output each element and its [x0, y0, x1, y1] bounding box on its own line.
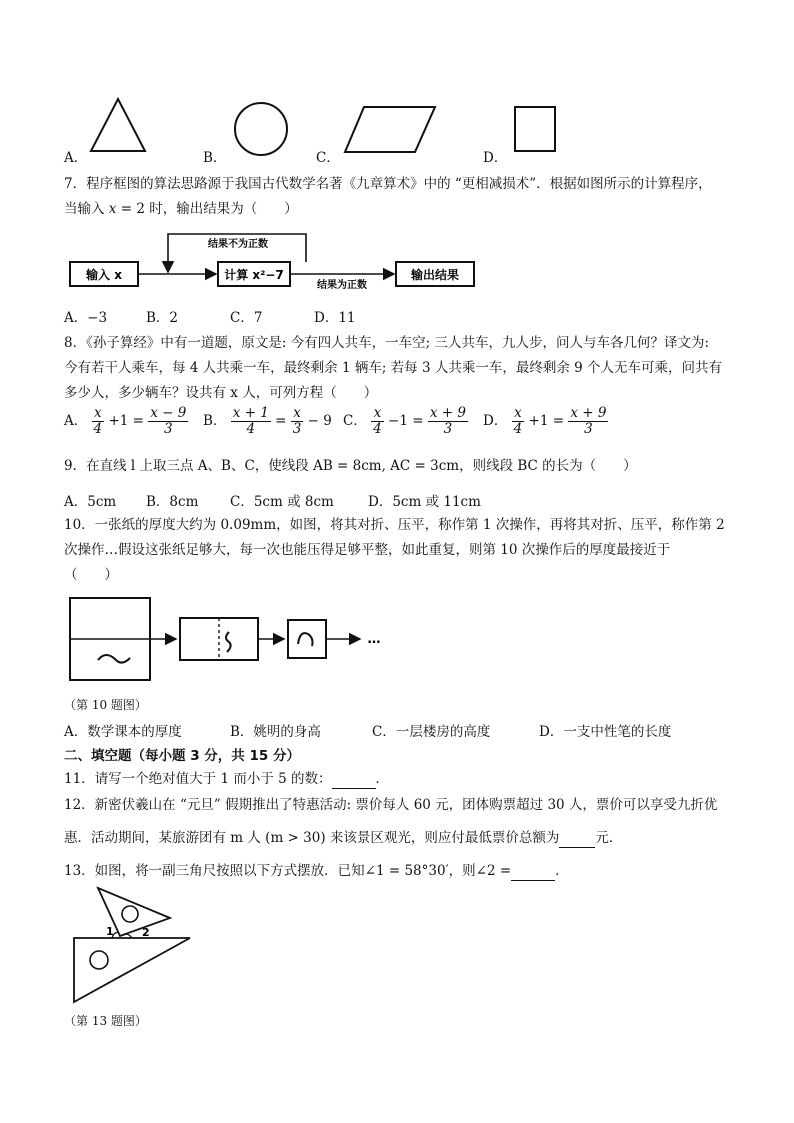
q13-caption: （第 13 题图） — [64, 1014, 147, 1028]
q10-folding-figure — [66, 594, 396, 686]
q13-text: 13．如图，将一副三角尺按照以下方式摆放．已知∠1 = 58°30′，则∠2 = — [64, 863, 512, 879]
q8-c-rnum: x + 9 — [429, 405, 466, 421]
q8-a-rnum: x − 9 — [150, 405, 187, 421]
q8-d-left-frac — [512, 406, 525, 437]
q8-option-b — [203, 406, 332, 437]
parallelogram-shape — [342, 104, 438, 156]
q8-b-rnum: x — [291, 406, 304, 422]
flow-output-text: 输出结果 — [410, 268, 460, 282]
q9-option-a: A．5cm — [64, 494, 117, 510]
q8-a-lden: 4 — [93, 421, 103, 437]
q12-line2-pre: 惠．活动期间，某旅游团有 m 人 (m > 30) 来该景区观光，则应付最低票价总额为 — [64, 830, 560, 846]
q8-a-left-frac — [92, 406, 105, 437]
q7-option-a: A．−3 — [64, 310, 108, 326]
q8-a-mid: +1 = — [108, 413, 144, 429]
q12-line2-end: 元． — [595, 830, 623, 846]
q8-b-right-frac — [291, 406, 304, 437]
q7-stem-line2 — [64, 200, 298, 218]
paper-folded-twice — [288, 620, 326, 658]
large-set-square — [74, 938, 190, 1002]
q8-c-label: C． — [343, 413, 367, 429]
flow-positive-label: 结果为正数 — [317, 280, 367, 291]
q10-ellipsis: … — [367, 632, 381, 647]
circle-shape — [232, 100, 290, 158]
q8-stem-line2: 今有若干人乘车，每 4 人共乘一车，最终剩余 1 辆车; 若每 3 人共乘一车，最终剩余 9 个人无车可乘，问共有 — [64, 360, 723, 376]
q6-option-a-label: A． — [64, 150, 88, 166]
q7-stem-line1: 7．程序框图的算法思路源于我国古代数学名著《九章算术》中的 “更相减损术”．根据如图所示的计算程序， — [64, 176, 712, 192]
q10-option-c: C．一层楼房的高度 — [372, 724, 491, 740]
q8-b-lden: 4 — [246, 421, 256, 437]
flow-input-text: 输入 x — [86, 268, 122, 282]
q7-line2-mid: = 2 时，输出结果为（ ） — [116, 201, 298, 217]
q8-b-rden: 3 — [292, 421, 302, 437]
flow-compute-text: 计算 x²−7 — [224, 268, 284, 282]
q8-c-lnum: x — [371, 406, 384, 422]
q8-stem-line3: 多少人，多少辆车？设共有 x 人，可列方程（ ） — [64, 385, 378, 401]
q8-b-label: B． — [203, 413, 227, 429]
q10-caption: （第 10 题图） — [64, 698, 147, 712]
q8-d-lden: 4 — [513, 421, 523, 437]
q11-answer-blank[interactable] — [332, 770, 376, 789]
q8-a-right-frac — [148, 406, 188, 437]
q8-d-rnum: x + 9 — [570, 405, 607, 421]
q6-option-c-label: C． — [316, 150, 340, 166]
q6-option-b-label: B． — [203, 150, 227, 166]
q8-b-left-frac — [231, 406, 271, 437]
q8-d-right-frac — [568, 406, 608, 437]
q8-b-mid: = — [275, 413, 287, 429]
triangle-shape — [88, 96, 148, 156]
q11-end: ． — [375, 771, 390, 787]
q10-option-b: B．姚明的身高 — [230, 724, 321, 740]
q9-option-c: C．5cm 或 8cm — [230, 494, 334, 510]
q8-c-lden: 4 — [373, 421, 382, 437]
q8-b-tail: − 9 — [307, 413, 332, 429]
flow-loop-label: 结果不为正数 — [208, 239, 268, 250]
section-2-heading: 二、填空题（每小题 3 分，共 15 分） — [64, 748, 300, 764]
q9-stem: 9．在直线 l 上取三点 A、B、C，使线段 AB = 8cm, AC = 3cm，则线段 BC 的长为（ ） — [64, 458, 637, 474]
square-shape — [512, 104, 558, 154]
q10-option-a: A．数学课本的厚度 — [64, 724, 182, 740]
q8-d-mid: +1 = — [528, 413, 565, 429]
q8-d-lnum: x — [512, 406, 525, 422]
angle-2-label: 2 — [142, 926, 150, 939]
q8-c-right-frac — [428, 406, 468, 437]
q8-c-rden: 3 — [443, 421, 453, 437]
q8-d-rden: 3 — [584, 421, 593, 437]
fold-arrow-3 — [298, 633, 313, 646]
small-set-square-hole — [122, 906, 138, 922]
q8-d-label: D． — [483, 413, 508, 429]
q7-option-c: C．7 — [230, 310, 263, 326]
q8-a-rden: 3 — [164, 421, 173, 437]
q7-flowchart — [66, 228, 486, 294]
q11 — [64, 770, 389, 789]
fold-arrow-2 — [226, 632, 231, 652]
q11-text: 11．请写一个绝对值大于 1 而小于 5 的数： — [64, 771, 332, 787]
q13 — [64, 862, 569, 881]
q10-option-d: D．一支中性笔的长度 — [539, 724, 672, 740]
q8-c-left-frac — [371, 406, 384, 437]
q8-option-a — [64, 406, 188, 437]
fold-arrow-1 — [98, 655, 130, 663]
q13-end: ． — [555, 863, 569, 879]
q6-option-d-label: D． — [483, 150, 508, 166]
q12-line2 — [64, 829, 622, 848]
q7-line2-pre: 当输入 — [64, 201, 109, 217]
q10-stem-line2: 次操作…假设这张纸足够大，每一次也能压得足够平整，如此重复，则第 10 次操作后的厚度最接近于 — [64, 542, 671, 558]
q8-a-lnum: x — [92, 406, 105, 422]
angle-1-label: 1 — [106, 925, 114, 938]
q12-line1: 12．新密伏羲山在 “元旦” 假期推出了特惠活动: 票价每人 60 元，团体购票超过 30 人，票价可以享受九折优 — [64, 797, 718, 813]
q8-option-c — [343, 406, 468, 437]
q8-c-mid: −1 = — [388, 413, 424, 429]
q12-answer-blank[interactable] — [559, 829, 595, 848]
q10-stem-line3: （ ） — [64, 567, 118, 583]
q7-option-b: B．2 — [146, 310, 179, 326]
q13-answer-blank[interactable] — [511, 862, 555, 881]
large-set-square-hole — [90, 951, 108, 969]
q13-set-squares-figure — [66, 884, 206, 1008]
q8-stem-line1: 8．《孙子算经》中有一道题，原文是: 今有四人共车，一车空; 三人共车，九人步，问人与车各几何？译文为: — [64, 335, 710, 351]
q8-b-lnum: x + 1 — [232, 405, 269, 421]
q7-var-x: x — [108, 201, 117, 217]
q9-option-b: B．8cm — [146, 494, 199, 510]
q7-option-d: D．11 — [314, 310, 356, 326]
q9-option-d: D．5cm 或 11cm — [368, 494, 481, 510]
q8-a-label: A． — [64, 413, 88, 429]
q8-option-d — [483, 406, 608, 437]
q10-stem-line1: 10．一张纸的厚度大约为 0.09mm，如图，将其对折、压平，称作第 1 次操作，再将其对折、压平，称作第 2 — [64, 517, 725, 533]
